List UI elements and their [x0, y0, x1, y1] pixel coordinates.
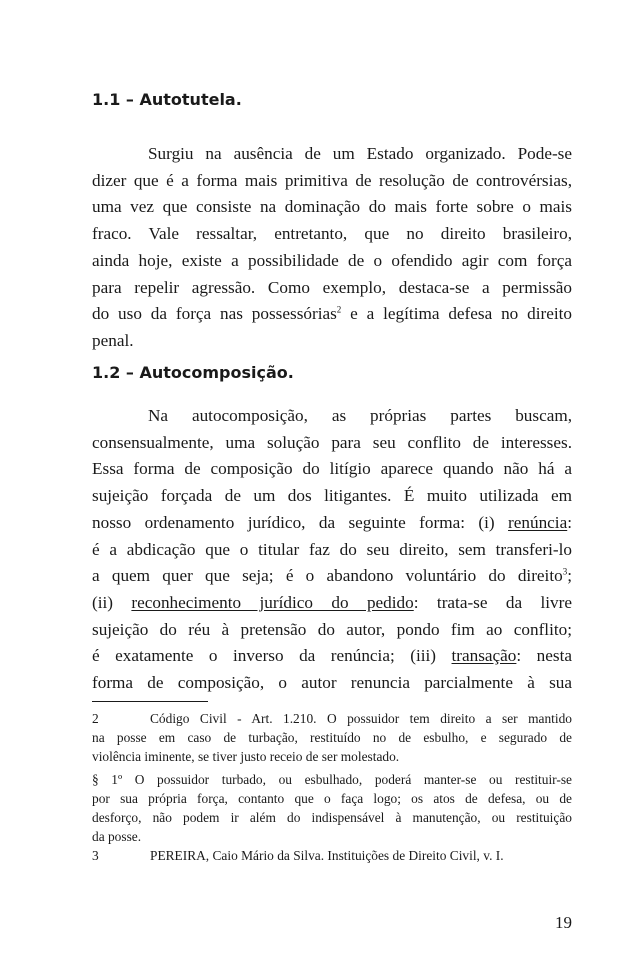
footnote-line: § 1º O possuidor turbado, ou esbulhado, poderá manter-se ou restituir-se: [92, 772, 572, 787]
footnote-line: [92, 846, 572, 865]
term-transacao: transação: [451, 646, 517, 666]
text-line: ainda hoje, existe a possibilidade de o ofendido agir com força: [92, 250, 572, 270]
text-segment: nosso ordenamento jurídico, da seguinte forma: (i): [92, 512, 509, 532]
text-segment: PEREIRA, Caio Mário da Silva. Instituições de Direito Civil, v. I.: [150, 848, 504, 863]
text-segment: e a legítima defesa no direito: [341, 304, 572, 324]
text-line: sujeição do réu à pretensão do autor, pondo fim ao conflito;: [92, 619, 572, 639]
footnote-2: [92, 709, 572, 766]
text-segment: Código Civil - Art. 1.210. O possuidor tem direito a ser mantido: [150, 711, 572, 726]
footnote-3: [92, 846, 572, 865]
footnote-divider: [92, 701, 208, 702]
text-line: consensualmente, uma solução para seu conflito de interesses.: [92, 432, 572, 452]
text-line: fraco. Vale ressaltar, entretanto, que no direito brasileiro,: [92, 224, 572, 244]
paragraph-autocomposicao: [92, 403, 572, 697]
text-segment: é exatamente o inverso da renúncia; (iii): [92, 646, 452, 666]
text-line: Essa forma de composição do litígio aparece quando não há a: [92, 459, 572, 479]
text-line: [92, 563, 572, 590]
text-line: [92, 510, 572, 537]
text-segment: : trata-se da livre: [413, 592, 572, 612]
footnote-line: na posse em caso de turbação, restituído no de esbulho, e segurado de: [92, 730, 572, 745]
section-heading-autocomposicao: 1.2 – Autocomposição.: [92, 363, 294, 382]
text-line: [92, 590, 572, 617]
text-line: [92, 301, 572, 328]
text-line: dizer que é a forma mais primitiva de resolução de controvérsias,: [92, 170, 572, 190]
term-reconhecimento: reconhecimento jurídico do pedido: [131, 592, 414, 612]
text-line: Na autocomposição, as próprias partes buscam,: [148, 406, 572, 425]
footnote-ref-2: 2: [336, 304, 342, 315]
text-line: Surgiu na ausência de um Estado organizado. Pode-se: [148, 144, 572, 163]
footnote-ref-3: 3: [562, 566, 568, 577]
text-segment: a quem quer que seja; é o abandono voluntário do direito: [92, 566, 563, 586]
footnote-2-paragraph: [92, 770, 572, 846]
footnote-number: 3: [92, 848, 99, 863]
text-segment: do uso da força nas possessórias: [92, 304, 337, 324]
footnote-line: da posse.: [92, 829, 142, 844]
footnote-line: violência iminente, se tiver justo receio de ser molestado.: [92, 749, 400, 764]
term-renuncia: renúncia: [508, 512, 568, 532]
text-segment: ;: [567, 566, 572, 586]
text-line: é a abdicação que o titular faz do seu direito, sem transferi-lo: [92, 539, 572, 559]
paragraph-autotutela: [92, 141, 572, 355]
text-segment: : nesta: [516, 646, 572, 666]
text-line: forma de composição, o autor renuncia parcialmente à sua: [92, 673, 572, 693]
section-heading-autotutela: 1.1 – Autotutela.: [92, 90, 242, 109]
text-line: penal.: [92, 330, 134, 350]
text-line: para repelir agressão. Como exemplo, destaca-se a permissão: [92, 277, 572, 297]
text-line: sujeição forçada de um dos litigantes. É muito utilizada em: [92, 486, 572, 506]
text-line: uma vez que consiste na dominação do mais forte sobre o mais: [92, 197, 572, 217]
text-line: [92, 643, 572, 670]
text-segment: :: [567, 512, 572, 532]
footnote-number: 2: [92, 711, 99, 726]
page-number: 19: [555, 913, 572, 932]
footnote-line: [92, 709, 572, 728]
text-segment: (ii): [92, 592, 132, 612]
footnote-line: por sua própria força, contanto que o faça logo; os atos de defesa, ou de: [92, 791, 572, 806]
footnote-line: desforço, não podem ir além do indispensável à manutenção, ou restituição: [92, 810, 572, 825]
